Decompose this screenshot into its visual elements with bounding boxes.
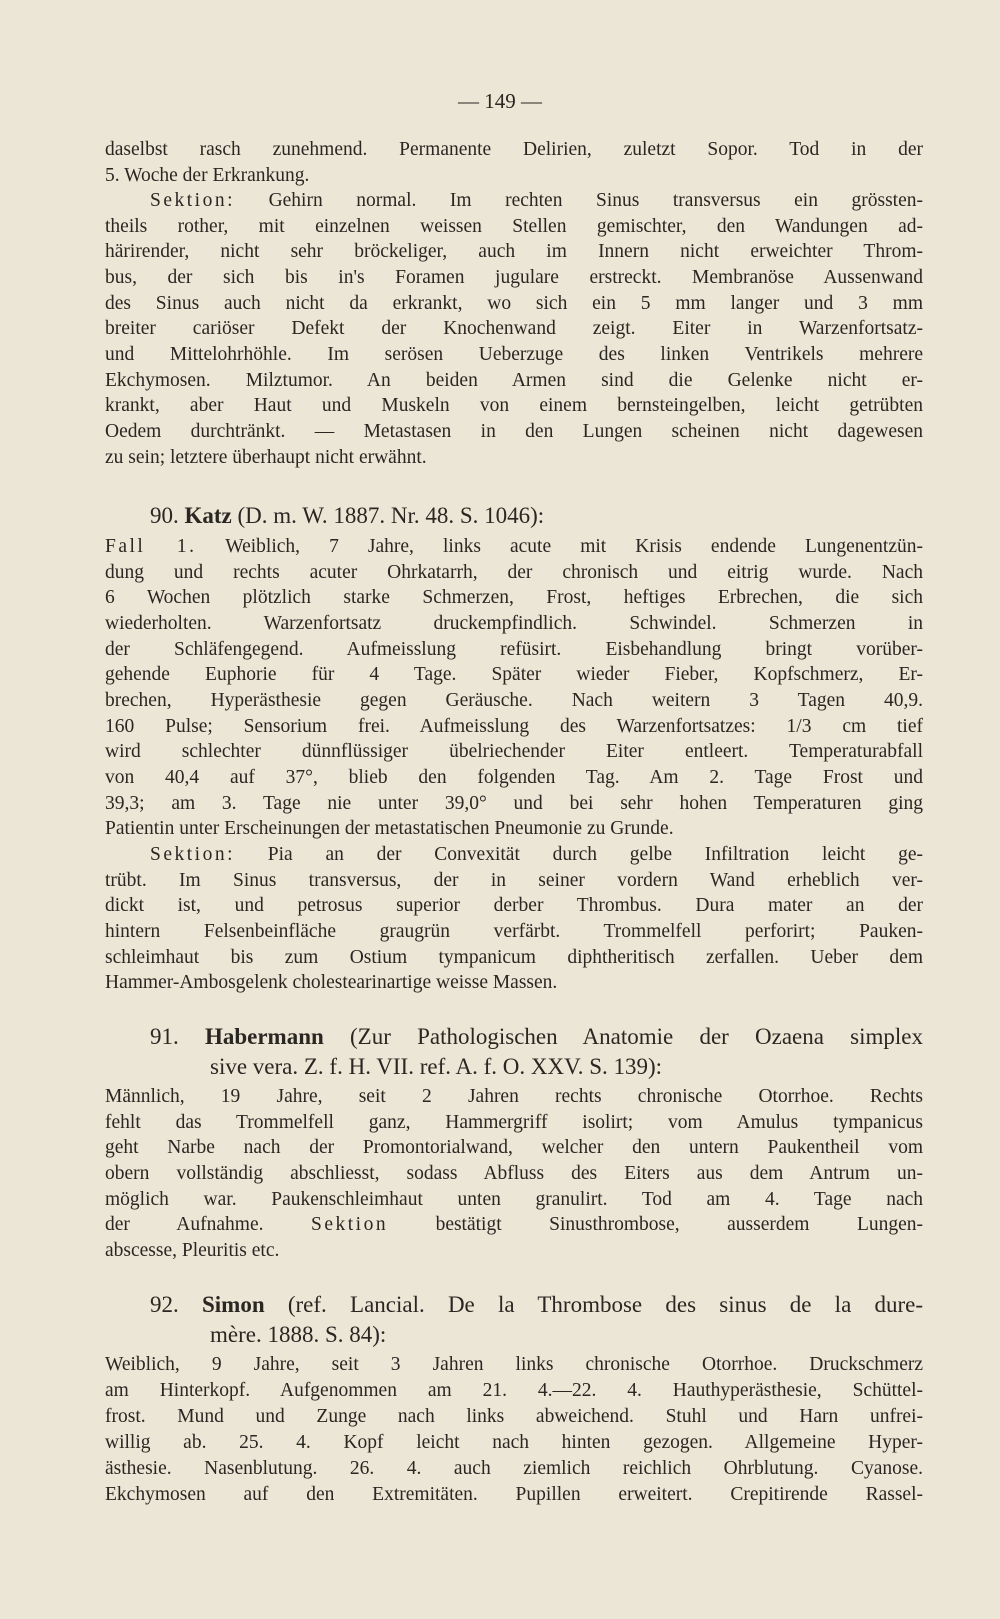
text-line: ästhesie. Nasenblutung. 26. 4. auch ziemlich reichlich Ohrblutung. Cyanose.: [105, 1458, 923, 1479]
case-citation-cont: mère. 1888. S. 84):: [210, 1322, 387, 1347]
text-line: fehlt das Trommelfell ganz, Hammergriff isolirt; vom Amulus tympanicus: [105, 1112, 923, 1133]
text-line: 5. Woche der Erkrankung.: [105, 165, 310, 186]
text-line: am Hinterkopf. Aufgenommen am 21. 4.—22. 4. Hauthyperästhesie, Schüttel-: [105, 1380, 923, 1401]
sektion-label: Sektion:: [150, 190, 236, 211]
case-number: 92.: [150, 1292, 179, 1317]
fall-line: [105, 534, 923, 560]
text-line: Ekchymosen. Milztumor. An beiden Armen sind die Gelenke nicht er-: [105, 370, 923, 391]
text-line: wiederholten. Warzenfortsatz druckempfindlich. Schwindel. Schmerzen in: [105, 613, 923, 634]
text-line: zu sein; letztere überhaupt nicht erwähnt.: [105, 447, 427, 468]
fall-label: Fall 1.: [105, 536, 197, 557]
case-heading: [150, 1022, 923, 1052]
sektion-line: [105, 1212, 923, 1238]
text-line: Weiblich, 9 Jahre, seit 3 Jahren links chronische Otorrhoe. Druckschmerz: [105, 1354, 923, 1375]
text-span: bestätigt Sinusthrombose, ausserdem Lungen-: [435, 1214, 923, 1235]
text-line: frost. Mund und Zunge nach links abweichend. Stuhl und Harn unfrei-: [105, 1406, 923, 1427]
text-line: dung und rechts acuter Ohrkatarrh, der chronisch und eitrig wurde. Nach: [105, 562, 923, 583]
text-line: von 40,4 auf 37°, blieb den folgenden Tag. Am 2. Tage Frost und: [105, 767, 923, 788]
sektion-label: Sektion:: [150, 844, 236, 865]
text-line: der Schläfengegend. Aufmeisslung refüsirt. Eisbehandlung bringt vorüber-: [105, 639, 923, 660]
page-number: — 149 —: [458, 89, 542, 113]
text-line: 160 Pulse; Sensorium frei. Aufmeisslung des Warzenfortsatzes: 1/3 cm tief: [105, 716, 923, 737]
text-line: geht Narbe nach der Promontorialwand, welcher den untern Paukentheil vom: [105, 1137, 923, 1158]
text-line: theils rother, mit einzelnen weissen Stellen gemischter, den Wandungen ad-: [105, 216, 923, 237]
case-citation-cont: sive vera. Z. f. H. VII. ref. A. f. O. XXV. S. 139):: [210, 1054, 663, 1079]
text-span: der Aufnahme.: [105, 1214, 264, 1235]
text-span: Pia an der Convexität durch gelbe Infiltration leicht ge-: [267, 844, 923, 865]
text-span: Weiblich, 7 Jahre, links acute mit Krisis endende Lungenentzün-: [225, 536, 923, 557]
text-line: 6 Wochen plötzlich starke Schmerzen, Frost, heftiges Erbrechen, die sich: [105, 587, 923, 608]
text-line: obern vollständig abschliesst, sodass Abfluss des Eiters aus dem Antrum un-: [105, 1163, 923, 1184]
text-line: Ekchymosen auf den Extremitäten. Pupillen erweitert. Crepitirende Rassel-: [105, 1484, 923, 1505]
case-citation: (D. m. W. 1887. Nr. 48. S. 1046):: [237, 503, 545, 528]
text-line: breiter cariöser Defekt der Knochenwand zeigt. Eiter in Warzenfortsatz-: [105, 318, 923, 339]
text-line: und Mittelohrhöhle. Im serösen Ueberzuge des linken Ventrikels mehrere: [105, 344, 923, 365]
case-author: Habermann: [204, 1024, 324, 1049]
text-line: bus, der sich bis in's Foramen jugulare erstreckt. Membranöse Aussenwand: [105, 267, 923, 288]
text-line: Oedem durchtränkt. — Metastasen in den Lungen scheinen nicht dagewesen: [105, 421, 923, 442]
text-line: Hammer-Ambosgelenk cholestearinartige weisse Massen.: [105, 972, 558, 993]
text-line: 39,3; am 3. Tage nie unter 39,0° und bei sehr hohen Temperaturen ging: [105, 793, 923, 814]
text-line: brechen, Hyperästhesie gegen Geräusche. Nach weitern 3 Tagen 40,9.: [105, 690, 923, 711]
text-line: daselbst rasch zunehmend. Permanente Delirien, zuletzt Sopor. Tod in der: [105, 139, 923, 160]
case-number: 90.: [150, 503, 179, 528]
case-author: Simon: [201, 1292, 265, 1317]
text-line: dickt ist, und petrosus superior derber Thrombus. Dura mater an der: [105, 895, 923, 916]
sektion-label: Sektion: [310, 1214, 389, 1235]
text-line: trübt. Im Sinus transversus, der in seiner vordern Wand erheblich ver-: [105, 870, 923, 891]
text-line: des Sinus auch nicht da erkrankt, wo sich ein 5 mm langer und 3 mm: [105, 293, 923, 314]
text-line: härirender, nicht sehr bröckeliger, auch im Innern nicht erweichter Throm-: [105, 241, 923, 262]
case-heading: [150, 1290, 923, 1320]
sektion-line: [150, 842, 923, 868]
text-line: krankt, aber Haut und Muskeln von einem bernsteingelben, leicht getrübten: [105, 395, 923, 416]
text-line: gehende Euphorie für 4 Tage. Später wieder Fieber, Kopfschmerz, Er-: [105, 664, 923, 685]
case-citation: (Zur Pathologischen Anatomie der Ozaena simplex: [350, 1024, 923, 1049]
text-line: schleimhaut bis zum Ostium tympanicum diphtheritisch zerfallen. Ueber dem: [105, 947, 923, 968]
text-line: möglich war. Paukenschleimhaut unten granulirt. Tod am 4. Tage nach: [105, 1189, 923, 1210]
sektion-line: [150, 188, 923, 214]
text-line: Patientin unter Erscheinungen der metastatischen Pneumonie zu Grunde.: [105, 818, 674, 839]
case-number: 91.: [150, 1024, 179, 1049]
case-heading: [150, 501, 923, 531]
text-line: wird schlechter dünnflüssiger übelriechender Eiter entleert. Temperaturabfall: [105, 741, 923, 762]
case-citation: (ref. Lancial. De la Thrombose des sinus de la dure-: [287, 1292, 923, 1317]
text-line: Männlich, 19 Jahre, seit 2 Jahren rechts chronische Otorrhoe. Rechts: [105, 1086, 923, 1107]
text-line: hintern Felsenbeinfläche graugrün verfärbt. Trommelfell perforirt; Pauken-: [105, 921, 923, 942]
text-span: Gehirn normal. Im rechten Sinus transversus ein grössten-: [268, 190, 923, 211]
case-author: Katz: [184, 503, 232, 528]
text-line: willig ab. 25. 4. Kopf leicht nach hinten gezogen. Allgemeine Hyper-: [105, 1432, 923, 1453]
text-line: abscesse, Pleuritis etc.: [105, 1240, 280, 1261]
